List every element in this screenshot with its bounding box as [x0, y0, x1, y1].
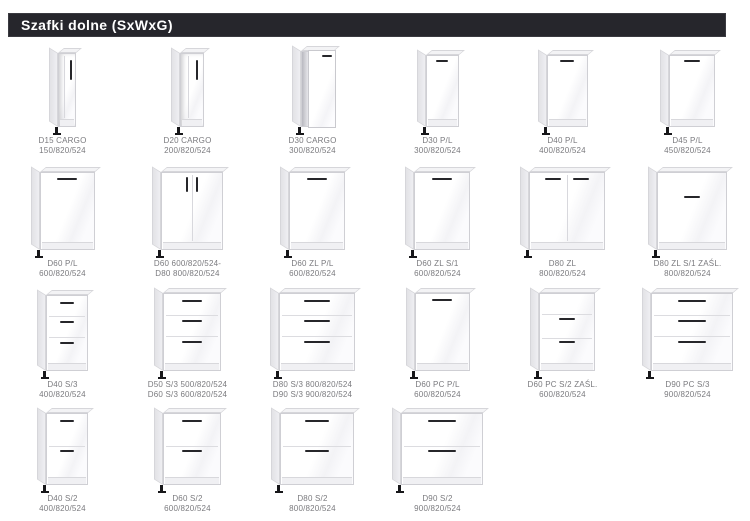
cabinet-plinth	[659, 242, 725, 249]
cabinet-door	[308, 50, 336, 128]
cabinet-label	[148, 380, 227, 400]
drawer-seam	[283, 446, 351, 447]
cabinet-illustration	[538, 50, 588, 127]
drawer-seam	[404, 446, 480, 447]
cabinet-label	[39, 259, 86, 279]
cabinet-label	[528, 380, 598, 400]
cabinet-leg-foot	[275, 491, 283, 493]
cabinet-handle	[432, 178, 453, 180]
cabinet-illustration	[280, 167, 345, 250]
door-seam	[192, 175, 193, 241]
cabinet-plinth	[403, 477, 481, 484]
cabinet-card-d90-pc-s3	[625, 287, 750, 408]
cabinet-label	[273, 380, 352, 400]
cabinet-handle	[432, 299, 452, 301]
cabinet-card-d80-zl-s1-zasl	[625, 164, 750, 287]
cabinet-plinth	[291, 242, 343, 249]
cabinet-illustration	[152, 167, 223, 250]
cabinet-handle	[305, 450, 329, 452]
cabinet-front-face	[163, 293, 221, 371]
cabinet-label-line: 900/820/524	[664, 390, 711, 399]
drawer-seam	[654, 315, 730, 316]
cabinet-plinth	[671, 119, 713, 126]
cabinet-label	[38, 136, 86, 156]
cabinet-front-face	[279, 293, 355, 371]
cabinet-front-face	[289, 172, 345, 250]
cabinet-illustration	[37, 408, 88, 485]
cabinet-grid	[0, 44, 750, 521]
section-header	[8, 13, 726, 37]
cabinet-label	[664, 380, 711, 400]
cabinet-label	[154, 259, 221, 279]
cabinet-illustration	[171, 48, 204, 127]
cabinet-leg-foot	[158, 377, 166, 379]
drawer-seam	[166, 336, 218, 337]
cabinet-illustration	[648, 167, 727, 250]
cabinet-label-line: 300/820/524	[289, 146, 336, 155]
cabinet-handle	[196, 177, 198, 192]
cabinet-side-face	[37, 289, 46, 371]
cabinet-label-line: 200/820/524	[164, 146, 211, 155]
cabinet-plinth	[163, 242, 221, 249]
cabinet-front-face	[161, 172, 223, 250]
cabinet-side-face	[154, 287, 163, 371]
cabinet-row	[0, 287, 750, 408]
cabinet-label-line: D60 PC P/L	[415, 380, 460, 389]
drawer-seam	[49, 316, 85, 317]
cabinet-illustration	[271, 408, 354, 485]
cabinet-handle	[304, 320, 329, 322]
cabinet-card-d60-zl-s1	[375, 164, 500, 287]
cabinet-label-line: 900/820/524	[414, 504, 461, 513]
cabinet-leg-foot	[421, 133, 429, 135]
cabinet-label-line: D20 CARGO	[163, 136, 212, 145]
cabinet-label	[288, 136, 336, 156]
cabinet-card-d90-s2	[375, 408, 500, 521]
cabinet-leg-foot	[41, 377, 49, 379]
cabinet-handle	[60, 450, 74, 452]
cabinet-label-line: 400/820/524	[39, 504, 86, 513]
cabinet-handle	[305, 420, 329, 422]
cabinet-plinth	[416, 242, 468, 249]
cabinet-side-face	[31, 166, 40, 250]
cabinet-handle	[560, 60, 575, 62]
cabinet-side-face	[417, 49, 426, 127]
cabinet-leg-foot	[524, 256, 532, 258]
cabinet-leg-foot	[409, 256, 417, 258]
cabinet-label-line: 800/820/524	[289, 504, 336, 513]
cabinet-handle	[684, 60, 701, 62]
cabinet-illustration	[154, 408, 221, 485]
cabinet-card-d30-cargo	[250, 44, 375, 164]
drawer-seam	[542, 338, 592, 339]
cabinet-side-face	[648, 166, 657, 250]
cabinet-card-d40-s2	[0, 408, 125, 521]
cabinet-front-face	[46, 295, 88, 371]
cabinet-plinth	[549, 119, 586, 126]
cabinet-label-line: D60 P/L	[47, 259, 78, 268]
cabinet-label-line: 600/820/524	[164, 504, 211, 513]
cabinet-handle	[57, 178, 77, 180]
cabinet-illustration	[292, 46, 334, 127]
cabinet-plinth	[428, 119, 457, 126]
cabinet-plinth	[281, 363, 353, 370]
cabinet-card-d80-zl	[500, 164, 625, 287]
cabinet-label-line: D50 S/3 500/820/524	[147, 380, 228, 389]
cabinet-label-line: D40 S/2	[47, 494, 78, 503]
cabinet-plinth	[531, 242, 603, 249]
cabinet-side-face	[520, 166, 529, 250]
cabinet-card-d40-pl	[500, 44, 625, 164]
cabinet-leg-foot	[646, 377, 654, 379]
cabinet-label	[539, 259, 586, 279]
cabinet-handle	[60, 420, 74, 422]
cabinet-label	[39, 380, 86, 400]
cabinet-illustration	[417, 50, 459, 127]
cabinet-plinth	[48, 363, 86, 370]
cabinet-front-face	[414, 172, 470, 250]
cabinet-plinth	[541, 363, 593, 370]
cabinet-label-line: D30 P/L	[422, 136, 453, 145]
cabinet-side-face	[406, 287, 415, 371]
cabinet-label	[414, 136, 461, 156]
cabinet-handle	[60, 321, 74, 323]
cabinet-front-face	[163, 413, 221, 485]
cabinet-front-face	[46, 413, 88, 485]
drawer-seam	[49, 337, 85, 338]
cabinet-front-face	[40, 172, 95, 250]
cabinet-card-d45-pl	[625, 44, 750, 164]
drawer-seam	[166, 315, 218, 316]
cabinet-front-face	[669, 55, 715, 127]
cabinet-side-face	[292, 45, 301, 127]
drawer-seam	[49, 446, 85, 447]
cabinet-row	[0, 164, 750, 287]
cabinet-handle	[60, 302, 74, 304]
cabinet-illustration	[154, 288, 221, 371]
cabinet-leg-foot	[53, 133, 61, 135]
cabinet-handle	[559, 341, 575, 343]
cabinet-label-line: 400/820/524	[39, 390, 86, 399]
cabinet-front-face	[529, 172, 605, 250]
cabinet-label-line: D60 PC S/2 ZAŚL.	[527, 380, 598, 389]
cabinet-illustration	[642, 288, 733, 371]
cabinet-handle	[559, 318, 575, 320]
cabinet-label-line: D60 S/2	[172, 494, 203, 503]
cabinet-plinth	[48, 477, 86, 484]
cabinet-illustration	[530, 288, 595, 371]
cabinet-label-line: 800/820/524	[539, 269, 586, 278]
cabinet-label	[39, 494, 86, 514]
cabinet-illustration	[270, 288, 355, 371]
cabinet-label-line: D40 S/3	[47, 380, 78, 389]
cabinet-handle	[322, 55, 333, 57]
cabinet-card-d40-s3	[0, 287, 125, 408]
cabinet-front-face	[401, 413, 483, 485]
drawer-seam	[542, 314, 592, 315]
cabinet-handle	[70, 60, 72, 80]
cabinet-illustration	[31, 167, 95, 250]
cabinet-label-line: 600/820/524	[289, 269, 336, 278]
cabinet-leg-foot	[410, 377, 418, 379]
drawer-seam	[166, 446, 218, 447]
cabinet-front-face	[426, 55, 459, 127]
cabinet-label-line: D80 800/820/524	[155, 269, 220, 278]
cabinet-handle	[545, 178, 561, 180]
cabinet-label-line: 150/820/524	[39, 146, 86, 155]
section-title: Szafki dolne (SxWxG)	[21, 17, 173, 33]
cabinet-front-face	[657, 172, 727, 250]
cabinet-label-line: D60 ZL S/1	[416, 259, 459, 268]
cabinet-front-face	[58, 53, 76, 127]
cabinet-handle	[60, 342, 74, 344]
cabinet-leg-foot	[158, 491, 166, 493]
cabinet-label	[654, 259, 722, 279]
cabinet-handle	[678, 320, 705, 322]
cabinet-front-face	[280, 413, 354, 485]
cabinet-side-face	[37, 407, 46, 485]
cabinet-label-line: 600/820/524	[539, 390, 586, 399]
cabinet-label-line: 800/820/524	[664, 269, 711, 278]
cabinet-leg-foot	[41, 491, 49, 493]
cabinet-label-line: D90 S/2	[422, 494, 453, 503]
cabinet-label	[414, 380, 461, 400]
cabinet-side-face	[538, 49, 547, 127]
cabinet-label-line: D40 P/L	[547, 136, 578, 145]
cabinet-handle	[186, 177, 188, 192]
cabinet-label-line: D80 ZL S/1 ZAŚL.	[653, 259, 722, 268]
cabinet-handle	[573, 178, 589, 180]
cabinet-handle	[678, 341, 705, 343]
cabinet-leg-foot	[156, 256, 164, 258]
cabinet-card-d60-pc-pl	[375, 287, 500, 408]
cabinet-side-face	[660, 49, 669, 127]
cabinet-side-face	[280, 166, 289, 250]
cabinet-side-face	[642, 287, 651, 371]
cabinet-side-face	[405, 166, 414, 250]
cabinet-card-d30-pl	[375, 44, 500, 164]
cabinet-label-line: D60 600/820/524-	[153, 259, 222, 268]
cabinet-label-line: 600/820/524	[414, 269, 461, 278]
cabinet-label-line: D15 CARGO	[38, 136, 87, 145]
cabinet-illustration	[406, 288, 470, 371]
cabinet-label-line: 300/820/524	[414, 146, 461, 155]
cabinet-row	[0, 44, 750, 164]
cabinet-card-d15-cargo	[0, 44, 125, 164]
cabinet-front-face	[301, 51, 334, 127]
cabinet-label-line: 450/820/524	[664, 146, 711, 155]
cabinet-plinth	[653, 363, 731, 370]
cabinet-card-d60-pl	[0, 164, 125, 287]
cabinet-side-face	[171, 47, 180, 127]
cabinet-handle	[428, 450, 455, 452]
cabinet-label	[163, 136, 211, 156]
cabinet-leg-foot	[35, 256, 43, 258]
cabinet-label-line: 600/820/524	[39, 269, 86, 278]
cabinet-handle	[304, 300, 329, 302]
cabinet-label	[539, 136, 586, 156]
cabinet-side-face	[49, 47, 58, 127]
door-seam	[64, 56, 65, 118]
cabinet-handle	[678, 300, 705, 302]
cabinet-illustration	[49, 48, 76, 127]
cabinet-leg-foot	[534, 377, 542, 379]
cabinet-plinth	[42, 242, 93, 249]
cabinet-handle	[182, 420, 201, 422]
cabinet-leg-foot	[652, 256, 660, 258]
cabinet-leg-foot	[284, 256, 292, 258]
cabinet-label-line: D60 ZL P/L	[291, 259, 334, 268]
cabinet-handle	[182, 320, 201, 322]
cabinet-leg-foot	[296, 133, 304, 135]
cabinet-illustration	[37, 290, 88, 371]
cabinet-plinth	[182, 119, 202, 126]
cabinet-card-d60-s2	[125, 408, 250, 521]
cabinet-leg-foot	[396, 491, 404, 493]
cabinet-label-line: 400/820/524	[539, 146, 586, 155]
cabinet-card-d60-d80	[125, 164, 250, 287]
door-seam	[567, 175, 568, 241]
door-seam	[188, 56, 189, 118]
cabinet-handle	[182, 450, 201, 452]
cabinet-illustration	[392, 408, 483, 485]
drawer-seam	[282, 336, 352, 337]
cabinet-card-d20-cargo	[125, 44, 250, 164]
cabinet-leg-foot	[274, 377, 282, 379]
cabinet-handle	[182, 341, 201, 343]
cabinet-label	[289, 494, 336, 514]
cabinet-label	[664, 136, 711, 156]
cabinet-front-face	[651, 293, 733, 371]
cabinet-side-face	[270, 287, 279, 371]
cabinet-label-line: D80 S/3 800/820/524	[272, 380, 353, 389]
cabinet-label-line: D80 S/2	[297, 494, 328, 503]
cabinet-leg-foot	[175, 133, 183, 135]
cabinet-handle	[307, 178, 328, 180]
cabinet-label	[414, 494, 461, 514]
cabinet-plinth	[165, 477, 219, 484]
cabinet-handle	[304, 341, 329, 343]
cabinet-plinth	[165, 363, 219, 370]
cabinet-label	[289, 259, 336, 279]
cabinet-front-face	[415, 293, 470, 371]
drawer-seam	[654, 336, 730, 337]
cabinet-side-face	[154, 407, 163, 485]
cabinet-plinth	[60, 119, 74, 126]
cabinet-card-d50-d60-s3	[125, 287, 250, 408]
cabinet-handle	[428, 420, 455, 422]
cabinet-label-line: D90 PC S/3	[665, 380, 710, 389]
cabinet-leg-foot	[664, 133, 672, 135]
cabinet-card-d80-d90-s3	[250, 287, 375, 408]
cabinet-label	[164, 494, 211, 514]
cabinet-plinth	[282, 477, 352, 484]
cabinet-side-face	[392, 407, 401, 485]
cabinet-side-face	[530, 287, 539, 371]
cabinet-label-line: 600/820/524	[414, 390, 461, 399]
cabinet-illustration	[660, 50, 715, 127]
cabinet-label	[414, 259, 461, 279]
cabinet-card-d60-zl-pl	[250, 164, 375, 287]
cabinet-card-d80-s2	[250, 408, 375, 521]
cabinet-handle	[436, 60, 448, 62]
cabinet-handle	[196, 60, 198, 80]
cabinet-label-line: D60 S/3 600/820/524	[147, 390, 228, 399]
cabinet-plinth	[417, 363, 468, 370]
cabinet-row	[0, 408, 750, 521]
cabinet-card-d60-pc-s2-zasl	[500, 287, 625, 408]
cabinet-label-line: D30 CARGO	[288, 136, 337, 145]
cabinet-side-face	[271, 407, 280, 485]
drawer-seam	[282, 315, 352, 316]
cabinet-front-face	[539, 293, 595, 371]
cabinet-handle	[182, 300, 201, 302]
cabinet-illustration	[520, 167, 605, 250]
cabinet-label-line: D45 P/L	[672, 136, 703, 145]
cabinet-front-face	[547, 55, 588, 127]
cabinet-label-line: D80 ZL	[548, 259, 577, 268]
cabinet-leg-foot	[542, 133, 550, 135]
cabinet-front-face	[180, 53, 204, 127]
cabinet-illustration	[405, 167, 470, 250]
cabinet-label-line: D90 S/3 900/820/524	[272, 390, 353, 399]
cabinet-handle	[684, 196, 700, 198]
cabinet-side-face	[152, 166, 161, 250]
